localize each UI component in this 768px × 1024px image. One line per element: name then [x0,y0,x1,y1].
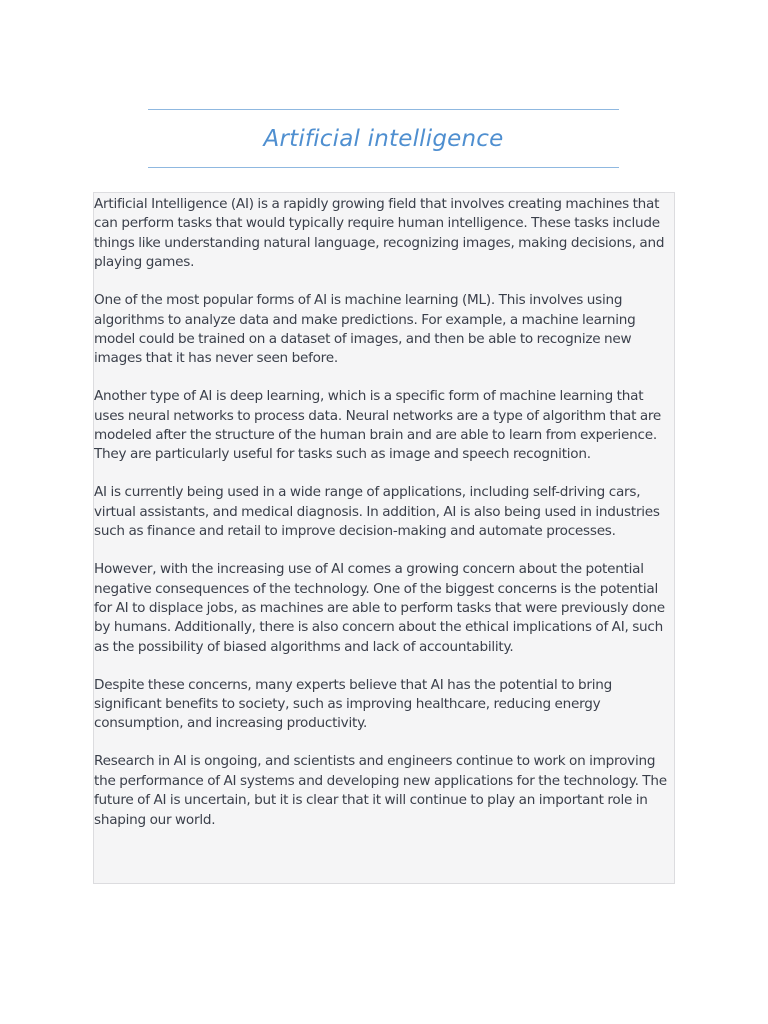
paragraph-deep-learning: Another type of AI is deep learning, which is a specific form of machine learning that uses neural networks to process data. Neural networks are a type of algorithm that are modeled after the structure of the human brain and are able to learn from experience. They are particularly useful for tasks such as image and speech recognition. [94,388,662,463]
paragraph-benefits: Despite these concerns, many experts believe that AI has the potential to bring significant benefits to society, such as improving healthcare, reducing energy consumption, and increasing productivity. [94,676,612,732]
text-box [93,192,675,884]
title-top-rule [148,109,619,110]
document-title: Artificial intelligence [263,126,504,152]
paragraph-concerns: However, with the increasing use of AI comes a growing concern about the potential negative consequences of the technology. One of the biggest concerns is the potential for AI to displace jobs, as machines are able to perform tasks that were previously done by humans. Additionally, there is also concern about the ethical implications of AI, such as the possibility of biased algorithms and lack of accountability. [94,561,665,655]
paragraph-machine-learning: One of the most popular forms of AI is machine learning (ML). This involves using algorithms to analyze data and make predictions. For example, a machine learning model could be trained on a dataset of images, and then be able to recognize new images that it has never seen before. [94,292,636,367]
paragraph-future: Research in AI is ongoing, and scientists and engineers continue to work on improving the performance of AI systems and developing new applications for the technology. The future of AI is uncertain, but it is clear that it will continue to play an important role in shaping our world. [94,753,667,828]
title-bottom-rule [148,167,619,168]
paragraph-applications: AI is currently being used in a wide range of applications, including self-driving cars, virtual assistants, and medical diagnosis. In addition, AI is also being used in industries such as finance and retail to improve decision-making and automate processes. [94,484,660,540]
paragraph-introduction: Artificial Intelligence (AI) is a rapidly growing field that involves creating machines that can perform tasks that would typically require human intelligence. These tasks include things like understanding natural language, recognizing images, making decisions, and playing games. [94,196,665,271]
